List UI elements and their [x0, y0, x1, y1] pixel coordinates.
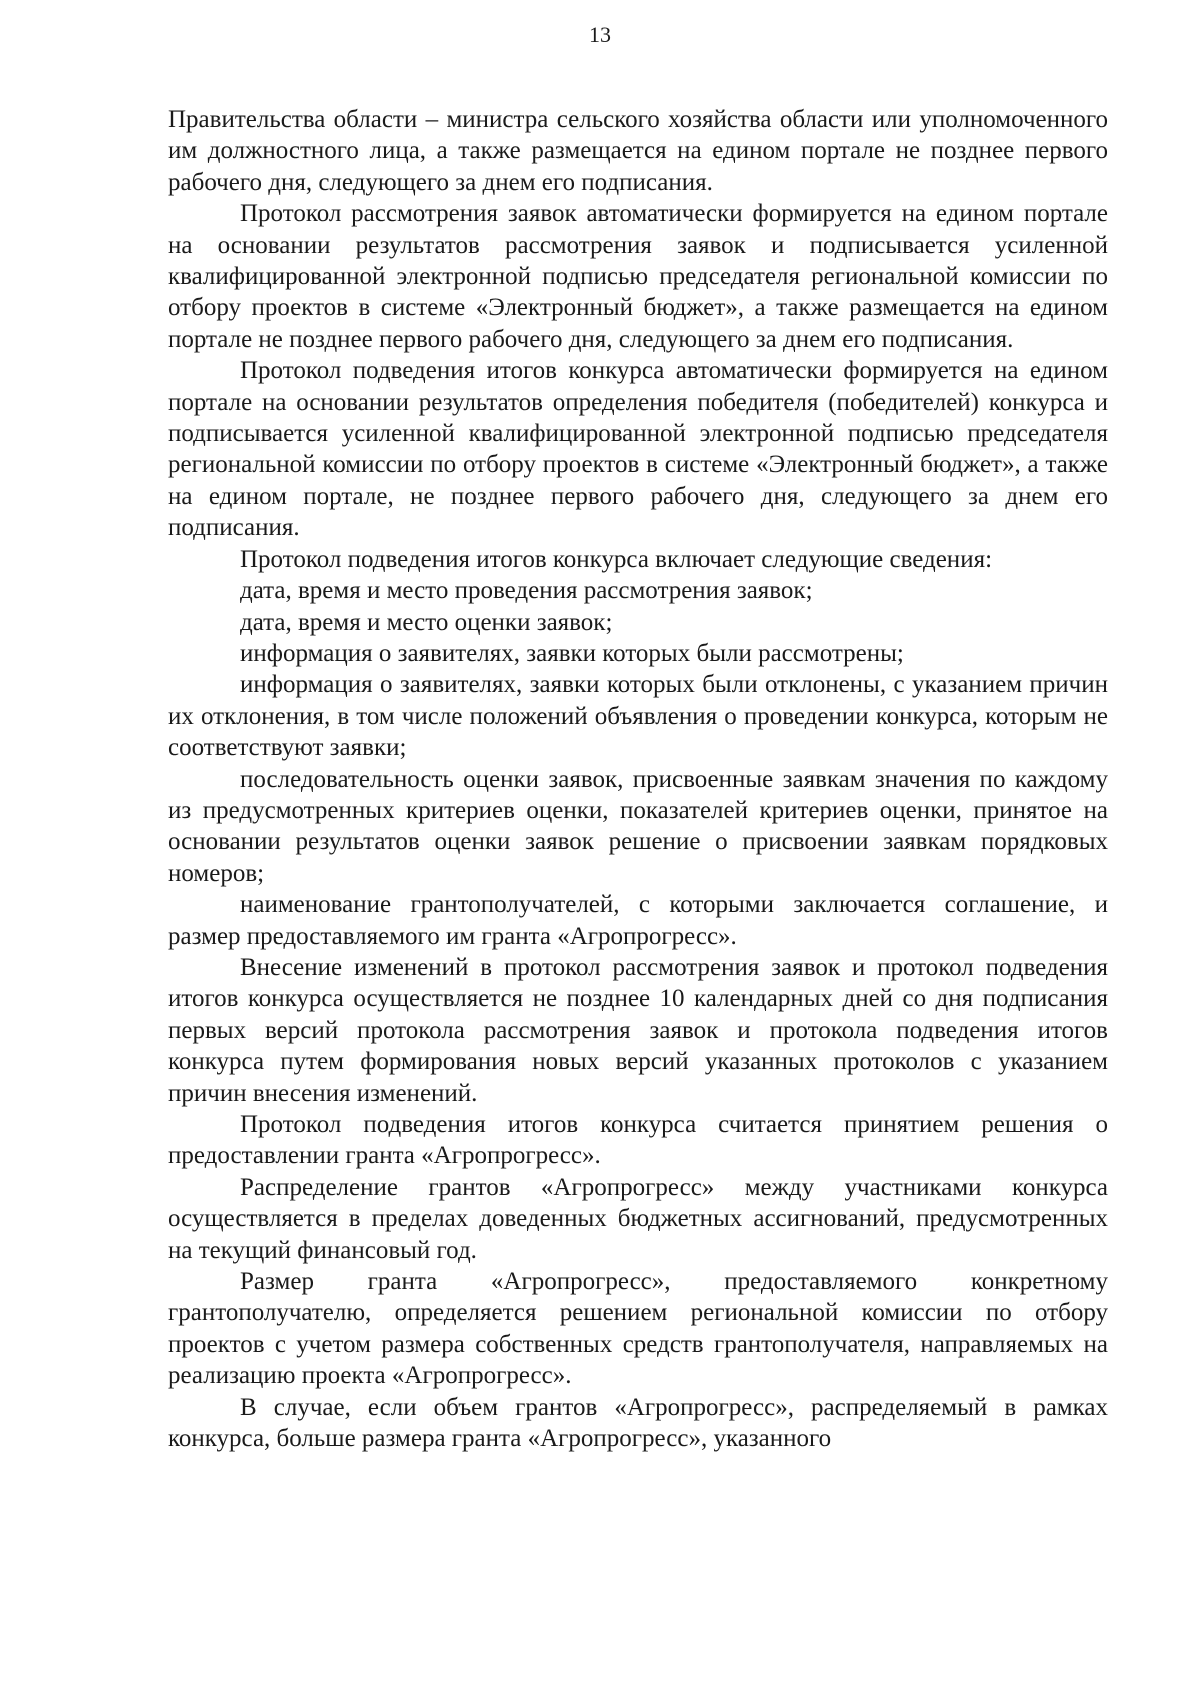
list-item: последовательность оценки заявок, присвоенные заявкам значения по каждому из предусмотренных критериев оценки, показателей критериев оценки, принятое на основании результатов оценки заявок решение о присвоении заявкам порядковых номеров;: [168, 765, 1108, 887]
paragraph: Протокол подведения итогов конкурса считается принятием решения о предоставлении гранта «Агропрогресс».: [168, 1111, 1108, 1170]
list-item: дата, время и место оценки заявок;: [240, 608, 613, 636]
paragraph: Протокол подведения итогов конкурса включает следующие сведения:: [240, 545, 993, 573]
paragraph: Протокол подведения итогов конкурса автоматически формируется на едином портале на основании результатов определения победителя (победителей) конкурса и подписывается усиленной квалифицированной электронной подписью председателя региональной комиссии по отбору проектов в системе «Электронный бюджет», а также на едином портале, не позднее первого рабочего дня, следующего за днем его подписания.: [168, 357, 1108, 542]
list-item: наименование грантополучателей, с которыми заключается соглашение, и размер предоставляемого им гранта «Агропрогресс».: [168, 891, 1108, 950]
paragraph: Внесение изменений в протокол рассмотрения заявок и протокол подведения итогов конкурса осуществляется не позднее 10 календарных дней со дня подписания первых версий протокола рассмотрения заявок и протокола подведения итогов конкурса путем формирования новых версий указанных протоколов с указанием причин внесения изменений.: [168, 953, 1108, 1107]
list-item: информация о заявителях, заявки которых были рассмотрены;: [240, 639, 904, 667]
paragraph: Распределение грантов «Агропрогресс» между участниками конкурса осуществляется в пределах доведенных бюджетных ассигнований, предусмотренных на текущий финансовый год.: [168, 1173, 1108, 1264]
paragraph: Протокол рассмотрения заявок автоматически формируется на едином портале на основании результатов рассмотрения заявок и подписывается усиленной квалифицированной электронной подписью председателя региональной комиссии по отбору проектов в системе «Электронный бюджет», а также размещается на едином портале не позднее первого рабочего дня, следующего за днем его подписания.: [168, 200, 1108, 353]
page-number: 13: [589, 22, 611, 47]
paragraph: Размер гранта «Агропрогресс», предоставляемого конкретному грантополучателю, определяется решением региональной комиссии по отбору проектов с учетом размера собственных средств грантополучателя, направляемых на реализацию проекта «Агропрогресс».: [168, 1268, 1108, 1390]
document-body: [168, 104, 1108, 1454]
list-item: информация о заявителях, заявки которых были отклонены, с указанием причин их отклонения, в том числе положений объявления о проведении конкурса, которым не соответствуют заявки;: [168, 671, 1108, 762]
list-item: дата, время и место проведения рассмотрения заявок;: [240, 577, 813, 605]
paragraph: В случае, если объем грантов «Агропрогресс», распределяемый в рамках конкурса, больше размера гранта «Агропрогресс», указанного: [168, 1393, 1108, 1453]
paragraph: Правительства области – министра сельского хозяйства области или уполномоченного им должностного лица, а также размещается на едином портале не позднее первого рабочего дня, следующего за днем его подписания.: [168, 106, 1108, 196]
